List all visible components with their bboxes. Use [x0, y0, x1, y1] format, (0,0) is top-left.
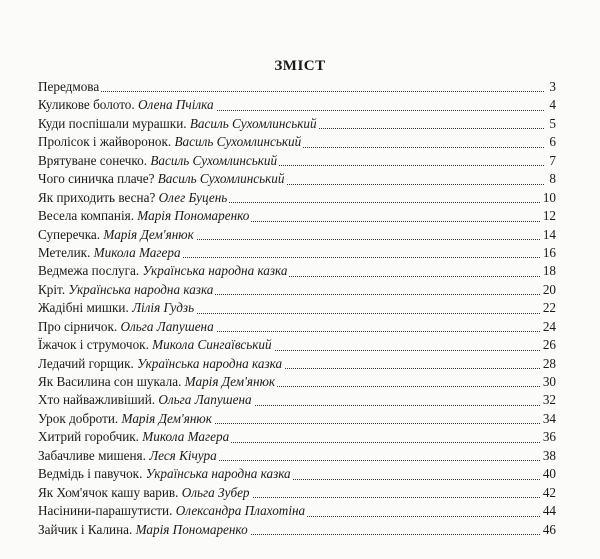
toc-entry: [38, 299, 556, 317]
toc-entry: [38, 133, 556, 151]
toc-entry: [38, 226, 556, 244]
toc-entry-title: [38, 262, 289, 280]
toc-entry: [38, 262, 556, 280]
toc-entry-title: [38, 465, 293, 483]
toc-entry-page: 26: [542, 337, 556, 353]
toc-entry: [38, 318, 556, 336]
toc-entry-author: Ольга Лапушена: [120, 318, 214, 334]
toc-entry-story: Куликове болото.: [38, 97, 135, 113]
toc-entry: [38, 78, 556, 96]
toc-entry-story: Хто найважливіший.: [38, 392, 156, 408]
toc-entry-page: 44: [542, 503, 556, 519]
toc-entry: [38, 465, 556, 483]
toc-entry-title: [38, 78, 101, 96]
toc-entry: [38, 521, 556, 539]
table-of-contents: [38, 78, 556, 539]
page-title: ЗМІСТ: [274, 58, 326, 74]
toc-entry-page: 14: [542, 226, 556, 242]
toc-leader-dots: [38, 91, 544, 92]
toc-entry-story: Насінини-парашутисти.: [38, 503, 173, 519]
toc-entry: [38, 281, 556, 299]
toc-entry-title: [38, 391, 254, 409]
toc-entry-page: 46: [542, 521, 556, 537]
toc-entry-story: Врятуване сонечко.: [38, 152, 148, 168]
toc-entry: [38, 410, 556, 428]
toc-entry: [38, 96, 556, 114]
toc-entry-page: 6: [549, 134, 556, 150]
toc-entry-page: 8: [549, 171, 556, 187]
toc-entry: [38, 447, 556, 465]
toc-entry-title: [38, 281, 215, 299]
toc-entry-page: 16: [542, 244, 556, 260]
toc-entry-author: Українська народна казка: [68, 281, 214, 297]
toc-entry-title: [38, 226, 196, 244]
toc-entry: [38, 336, 556, 354]
toc-entry-author: Олег Буцень: [158, 189, 228, 205]
toc-entry-title: [38, 447, 219, 465]
toc-entry-page: 10: [542, 189, 556, 205]
toc-entry-page: 7: [549, 152, 556, 168]
toc-entry-author: Василь Сухомлинський: [150, 152, 278, 168]
toc-entry-story: Весела компанія.: [38, 208, 134, 224]
toc-entry: [38, 189, 556, 207]
toc-entry-story: Ведмежа послуга.: [38, 263, 140, 279]
toc-entry-story: Передмова: [38, 79, 100, 94]
toc-entry-author: Василь Сухомлинський: [189, 115, 317, 131]
toc-entry-title: [38, 152, 279, 170]
toc-entry-author: Ольга Лапушена: [158, 392, 252, 408]
toc-entry-title: [38, 133, 303, 151]
toc-entry-page: 18: [542, 263, 556, 279]
toc-entry-page: 36: [542, 429, 556, 445]
toc-entry-title: [38, 207, 251, 225]
toc-entry-author: Олександра Плахотіна: [175, 503, 306, 519]
toc-entry-author: Микола Магера: [142, 429, 230, 445]
toc-entry-title: [38, 96, 216, 114]
toc-entry-story: Ведмідь і павучок.: [38, 466, 143, 482]
toc-entry-author: Микола Магера: [93, 244, 181, 260]
toc-entry-author: Василь Сухомлинський: [174, 134, 302, 150]
toc-entry-page: 38: [542, 447, 556, 463]
toc-entry-author: Олена Пчілка: [138, 97, 214, 113]
toc-entry-author: Лілія Гудзь: [132, 300, 195, 316]
toc-entry-author: Марія Дем'янюк: [121, 410, 212, 426]
toc-entry: [38, 373, 556, 391]
toc-entry-page: 32: [542, 392, 556, 408]
toc-entry-title: [38, 318, 216, 336]
toc-entry-story: Як Василина сон шукала.: [38, 374, 182, 389]
toc-entry-story: Зайчик і Калина.: [38, 521, 133, 537]
toc-entry-author: Марія Пономаренко: [135, 521, 248, 537]
toc-entry-author: Марія Пономаренко: [137, 208, 250, 224]
toc-entry-page: 12: [542, 208, 556, 224]
toc-entry-story: Суперечка.: [38, 226, 101, 242]
toc-entry-story: Хитрий горобчик.: [38, 429, 139, 445]
toc-entry-author: Українська народна казка: [145, 466, 291, 482]
toc-entry-author: Марія Дем'янюк: [184, 374, 276, 389]
toc-entry-story: Забачливе мишеня.: [38, 447, 146, 463]
toc-entry-story: Куди поспішали мурашки.: [38, 115, 187, 131]
toc-entry-page: 24: [542, 318, 556, 334]
toc-entry-title: [38, 521, 250, 539]
toc-entry-page: 40: [542, 466, 556, 482]
toc-entry-author: Микола Сингаївський: [152, 337, 272, 353]
toc-entry-page: 20: [542, 281, 556, 297]
toc-entry-page: 30: [542, 374, 556, 389]
toc-entry-title: [38, 373, 277, 391]
toc-entry-title: [38, 170, 287, 188]
toc-entry-story: Як приходить весна?: [38, 189, 156, 205]
toc-entry-title: [38, 484, 252, 502]
toc-entry-story: Жадібні мишки.: [38, 300, 129, 316]
toc-entry-title: [38, 244, 183, 262]
toc-entry-title: [38, 115, 319, 133]
toc-entry-title: [38, 428, 231, 446]
toc-entry: [38, 115, 556, 133]
toc-entry-page: 5: [549, 115, 556, 131]
toc-entry-title: [38, 336, 274, 354]
toc-entry-author: Ольга Зубер: [181, 484, 250, 500]
toc-entry-title: [38, 355, 284, 373]
toc-entry: [38, 428, 556, 446]
toc-entry: [38, 502, 556, 520]
toc-entry-title: [38, 502, 307, 520]
toc-entry-page: 22: [542, 300, 556, 316]
toc-entry-story: Як Хом'ячок кашу варив.: [38, 484, 179, 500]
toc-entry-story: Ледачий горщик.: [38, 355, 134, 371]
toc-entry-page: 28: [542, 355, 556, 371]
toc-entry-story: Їжачок і струмочок.: [38, 337, 149, 353]
toc-entry-page: 3: [549, 79, 556, 94]
toc-entry-story: Метелик.: [38, 244, 91, 260]
toc-entry-story: Чого синичка плаче?: [38, 171, 155, 187]
toc-entry-author: Марія Дем'янюк: [103, 226, 194, 242]
toc-entry-page: 34: [542, 410, 556, 426]
toc-entry: [38, 244, 556, 262]
toc-entry: [38, 355, 556, 373]
toc-entry-title: [38, 410, 214, 428]
toc-entry: [38, 170, 556, 188]
toc-entry-story: Урок доброти.: [38, 410, 119, 426]
toc-entry: [38, 391, 556, 409]
toc-entry: [38, 484, 556, 502]
toc-entry-story: Пролісок і жайворонок.: [38, 134, 172, 150]
toc-entry-title: [38, 189, 229, 207]
toc-entry-author: Українська народна казка: [142, 263, 288, 279]
toc-entry-story: Про сірничок.: [38, 318, 118, 334]
toc-entry-story: Кріт.: [38, 281, 66, 297]
toc-entry-author: Василь Сухомлинський: [157, 171, 285, 187]
toc-entry-title: [38, 299, 196, 317]
toc-entry-author: Українська народна казка: [137, 355, 283, 371]
toc-entry-page: 42: [542, 484, 556, 500]
toc-entry: [38, 152, 556, 170]
toc-entry-page: 4: [549, 97, 556, 113]
toc-entry-author: Леся Кічура: [149, 447, 217, 463]
toc-entry: [38, 207, 556, 225]
